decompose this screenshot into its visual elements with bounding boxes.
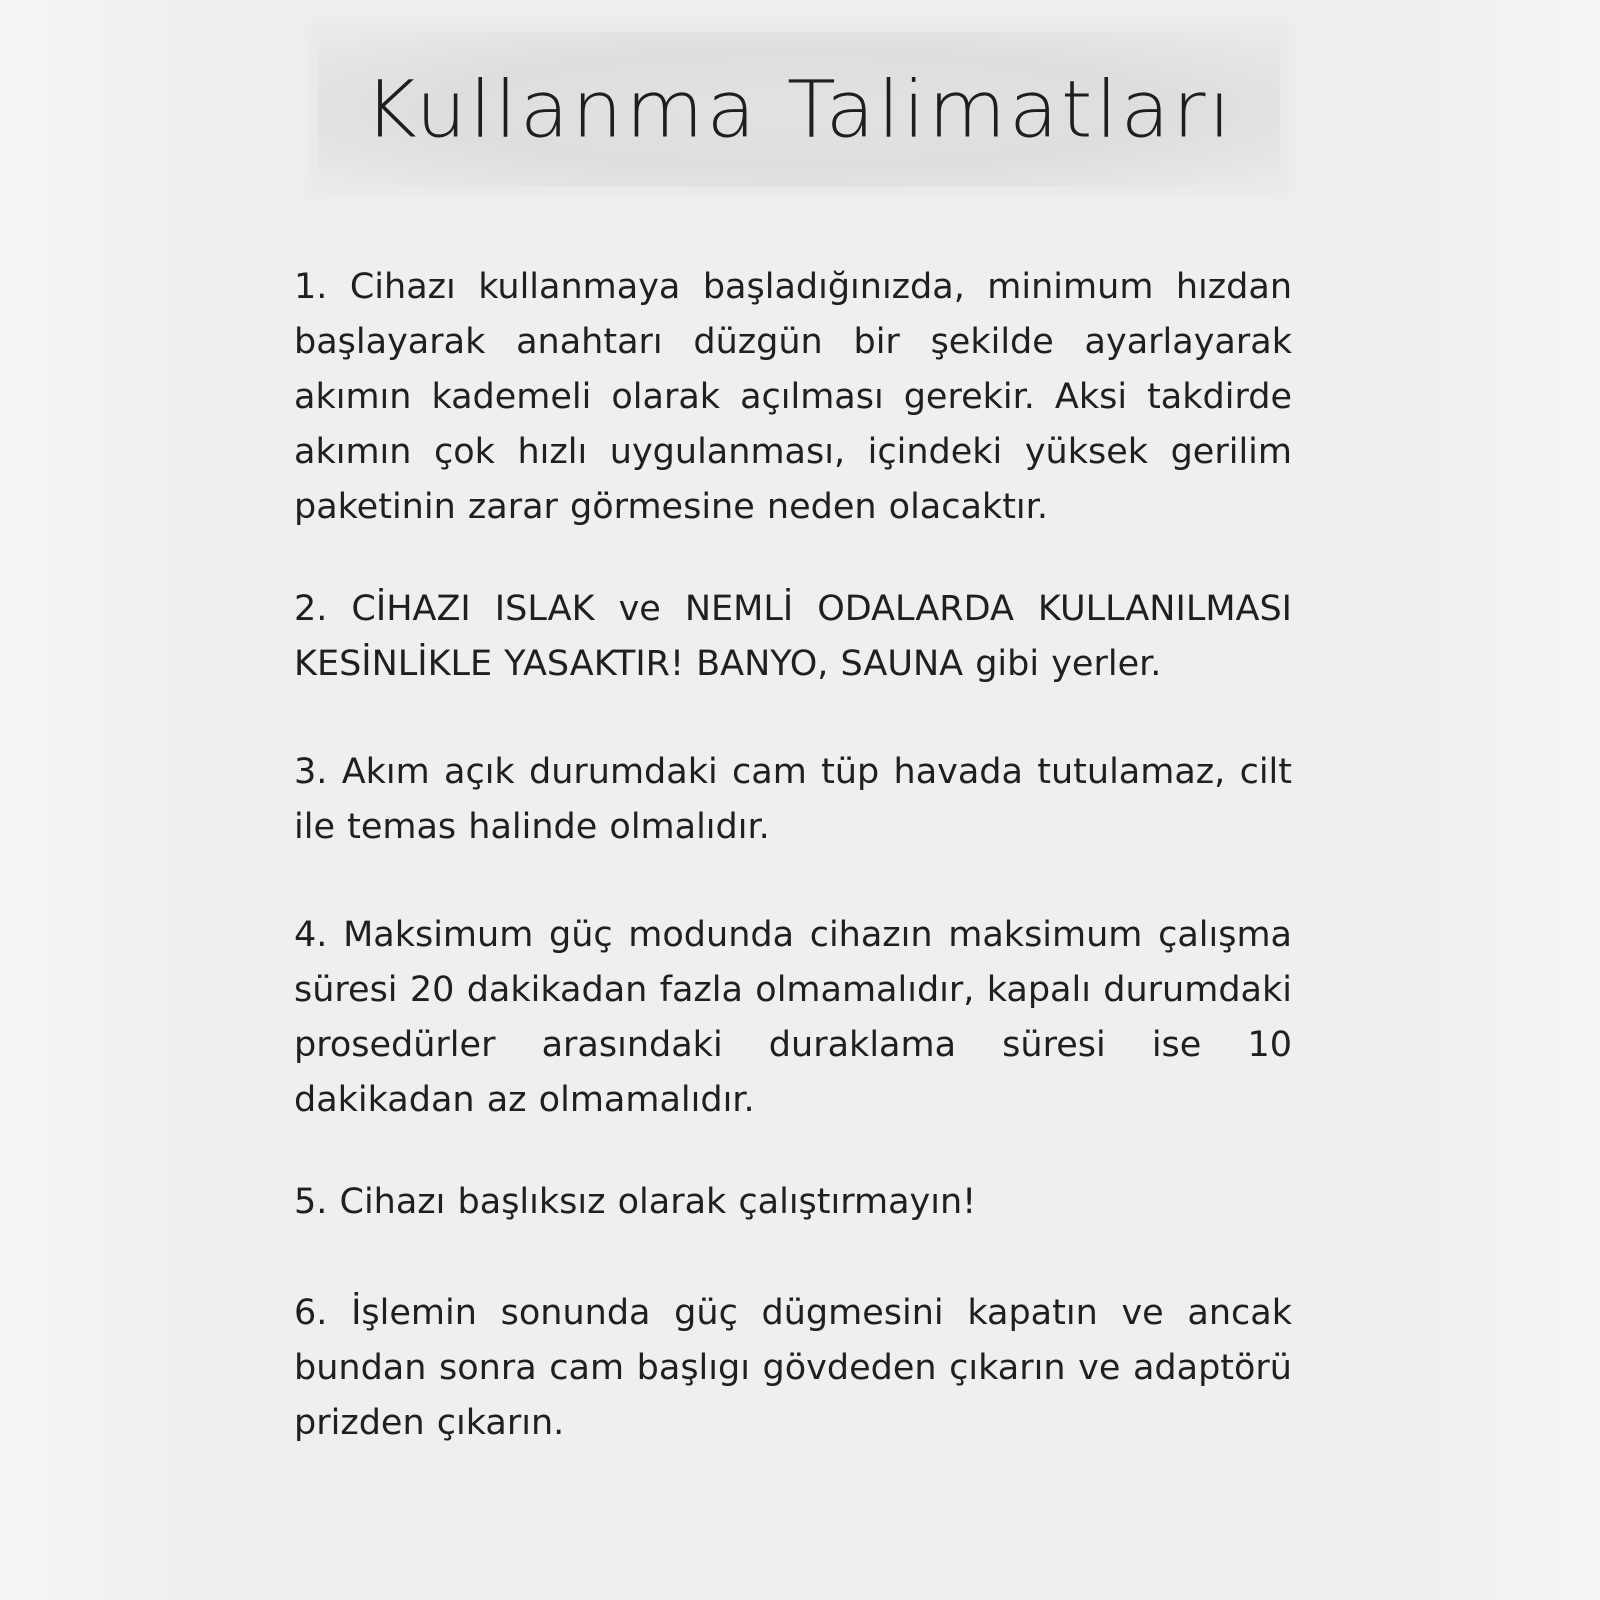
instruction-item-4: 4. Maksimum güç modunda cihazın maksimum çalışma süresi 20 dakikadan fazla olmamalıdır, kapalı durumdaki prosedürler arasındaki duraklama süresi ise 10 dakikadan az olmamalıdır. — [294, 915, 1292, 1120]
instruction-item-5: 5. Cihazı başlıksız olarak çalıştırmayın! — [294, 1182, 977, 1222]
title-banner — [318, 32, 1280, 187]
instruction-item-3: 3. Akım açık durumdaki cam tüp havada tutulamaz, cilt ile temas halinde olmalıdır. — [294, 752, 1292, 847]
instruction-item-1: 1. Cihazı kullanmaya başladığınızda, minimum hızdan başlayarak anahtarı düzgün bir şekilde ayarlayarak akımın kademeli olarak açılması gerekir. Aksi takdirde akımın çok hızlı uygulanması, içindeki yüksek gerilim paketinin zarar görmesine neden olacaktır. — [294, 267, 1292, 527]
page-title: Kullanma Talimatları — [364, 63, 1234, 156]
instruction-item-6: 6. İşlemin sonunda güç dügmesini kapatın ve ancak bundan sonra cam başlıgı gövdeden çıkarın ve adaptörü prizden çıkarın. — [294, 1293, 1292, 1443]
instruction-item-2: 2. CİHAZI ISLAK ve NEMLİ ODALARDA KULLANILMASI KESİNLİKLE YASAKTIR! BANYO, SAUNA gibi yerler. — [294, 589, 1292, 684]
